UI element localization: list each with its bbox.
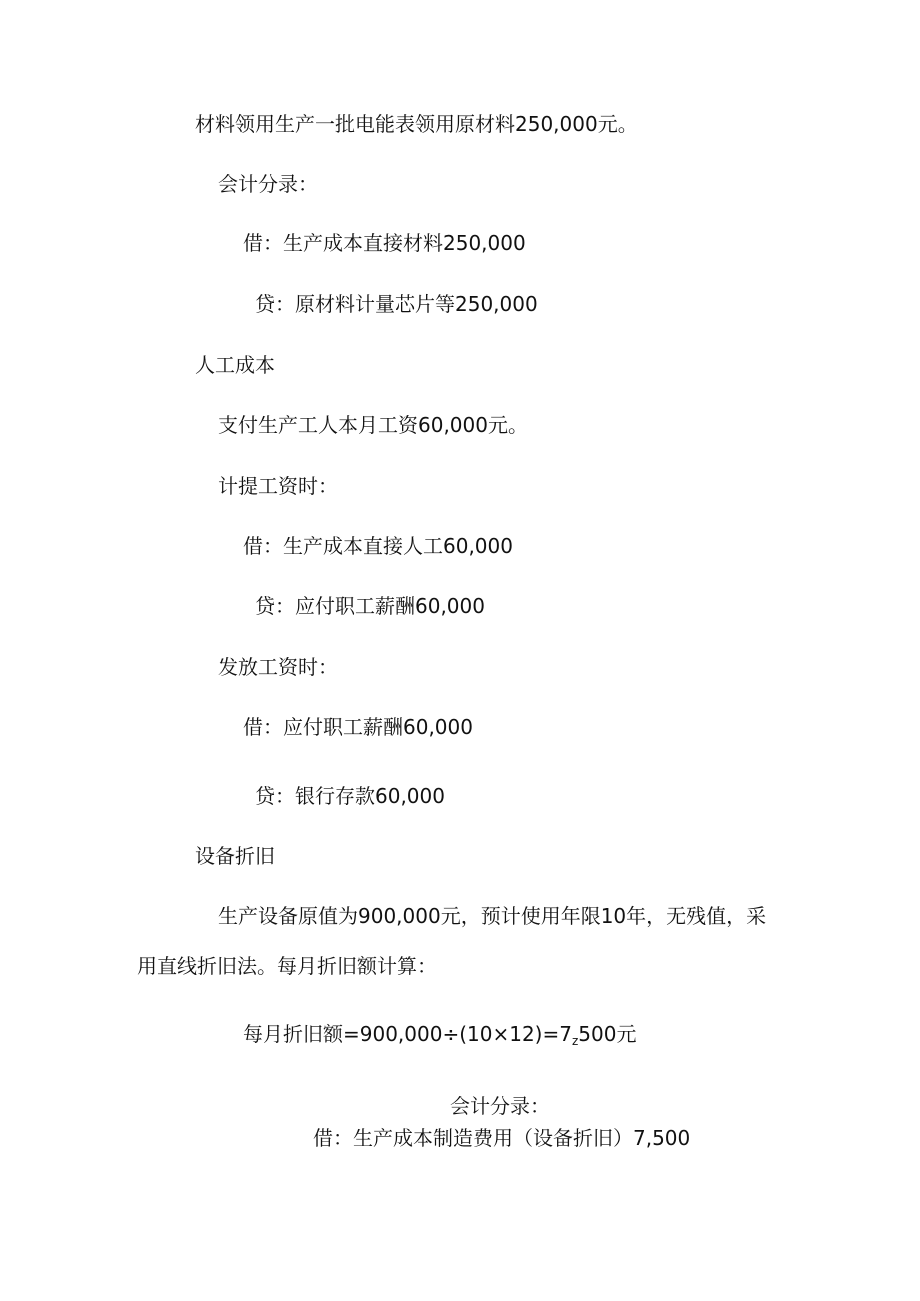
formula-subscript: z	[571, 1034, 579, 1048]
depreciation-formula	[243, 1022, 636, 1046]
labor-payment-heading: 发放工资时：	[218, 655, 338, 679]
labor-payment-credit-entry: 贷：银行存款60,000	[255, 784, 445, 808]
depreciation-debit-entry: 借：生产成本制造费用（设备折旧）7,500	[313, 1126, 691, 1150]
material-debit-entry: 借：生产成本直接材料250,000	[243, 231, 526, 255]
depreciation-description-line-2: 用直线折旧法。每月折旧额计算：	[137, 954, 437, 978]
material-entry-heading: 会计分录：	[218, 172, 318, 196]
material-intro: 材料领用生产一批电能表领用原材料250,000元。	[195, 112, 638, 136]
depreciation-description-line-1: 生产设备原值为900,000元，预计使用年限10年，无残值，采	[218, 904, 767, 928]
formula-tail: 500元	[578, 1022, 637, 1046]
labor-intro: 支付生产工人本月工资60,000元。	[218, 413, 528, 437]
labor-payment-debit-entry: 借：应付职工薪酬60,000	[243, 715, 473, 739]
depreciation-section-heading: 设备折旧	[195, 844, 275, 868]
labor-accrual-credit-entry: 贷：应付职工薪酬60,000	[255, 594, 485, 618]
labor-section-heading: 人工成本	[195, 353, 275, 377]
labor-accrual-heading: 计提工资时：	[218, 474, 338, 498]
formula-main: 每月折旧额=900,000÷(10×12)=7	[243, 1022, 572, 1046]
depreciation-entry-heading: 会计分录：	[450, 1094, 550, 1118]
material-credit-entry: 贷：原材料计量芯片等250,000	[255, 292, 538, 316]
labor-accrual-debit-entry: 借：生产成本直接人工60,000	[243, 534, 513, 558]
